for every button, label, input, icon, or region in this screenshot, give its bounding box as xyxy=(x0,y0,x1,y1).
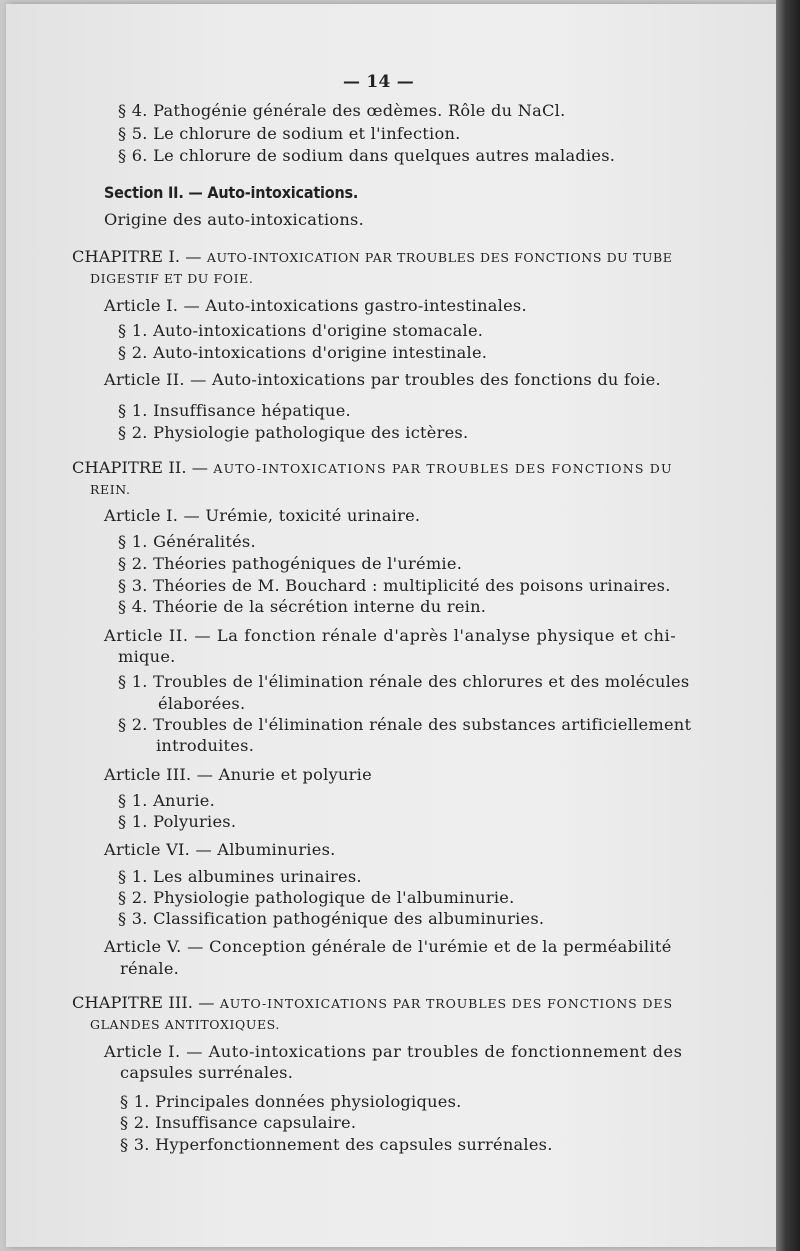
article-heading: Article II. — La fonction rénale d'après l'analyse physique et chi- xyxy=(104,626,677,645)
toc-entry: § 1. Anurie. xyxy=(118,791,216,810)
article-heading: Article VI. — Albuminuries. xyxy=(104,840,336,859)
article-heading: Article I. — Auto-intoxications par troubles de fonctionnement des xyxy=(104,1042,683,1061)
toc-entry: § 1. Insuffisance hépatique. xyxy=(118,401,351,420)
article-heading: Article III. — Anurie et polyurie xyxy=(104,765,372,784)
toc-entry: § 3. Théories de M. Bouchard : multiplicité des poisons urinaires. xyxy=(118,576,671,595)
page-edge-shadow xyxy=(776,0,800,1251)
book-page xyxy=(6,4,776,1247)
toc-entry: § 2. Physiologie pathologique des ictères. xyxy=(118,423,469,442)
chapter-heading: CHAPITRE III. — AUTO-INTOXICATIONS PAR TROUBLES DES FONCTIONS DES xyxy=(72,993,673,1012)
toc-entry: § 2. Théories pathogéniques de l'urémie. xyxy=(118,554,463,573)
chapter-heading-cont: REIN. xyxy=(90,482,131,497)
article-heading: Article V. — Conception générale de l'urémie et de la perméabilité xyxy=(104,937,672,956)
toc-entry: § 1. Généralités. xyxy=(118,532,256,551)
toc-entry: § 2. Physiologie pathologique de l'albuminurie. xyxy=(118,888,515,907)
toc-entry: Origine des auto-intoxications. xyxy=(104,210,364,229)
chapter-heading-cont: DIGESTIF ET DU FOIE. xyxy=(90,271,254,286)
article-heading-cont: capsules surrénales. xyxy=(120,1063,294,1082)
toc-entry: § 1. Les albumines urinaires. xyxy=(118,867,362,886)
toc-entry: § 2. Auto-intoxications d'origine intestinale. xyxy=(118,343,488,362)
article-heading: Article I. — Auto-intoxications gastro-intestinales. xyxy=(104,296,527,315)
toc-entry: § 1. Polyuries. xyxy=(118,812,237,831)
chapter-heading: CHAPITRE II. — AUTO-INTOXICATIONS PAR TROUBLES DES FONCTIONS DU xyxy=(72,458,673,477)
article-heading: Article I. — Urémie, toxicité urinaire. xyxy=(104,506,421,525)
toc-entry: § 5. Le chlorure de sodium et l'infection. xyxy=(118,124,461,143)
toc-entry: § 1. Principales données physiologiques. xyxy=(120,1092,462,1111)
toc-entry: § 6. Le chlorure de sodium dans quelques autres maladies. xyxy=(118,146,616,165)
toc-entry-cont: introduites. xyxy=(156,736,255,755)
toc-entry: § 3. Classification pathogénique des albuminuries. xyxy=(118,909,545,928)
toc-entry: § 4. Théorie de la sécrétion interne du rein. xyxy=(118,597,487,616)
toc-entry: § 4. Pathogénie générale des œdèmes. Rôle du NaCl. xyxy=(118,101,566,120)
article-heading: Article II. — Auto-intoxications par troubles des fonctions du foie. xyxy=(104,370,661,389)
toc-entry: § 1. Auto-intoxications d'origine stomacale. xyxy=(118,321,484,340)
chapter-heading: CHAPITRE I. — AUTO-INTOXICATION PAR TROUBLES DES FONCTIONS DU TUBE xyxy=(72,247,673,266)
toc-entry: § 2. Troubles de l'élimination rénale des substances artificiellement xyxy=(118,715,692,734)
article-heading-cont: mique. xyxy=(118,647,176,666)
toc-entry: § 1. Troubles de l'élimination rénale des chlorures et des molécules xyxy=(118,672,690,691)
article-heading-cont: rénale. xyxy=(120,959,180,978)
chapter-heading-cont: GLANDES ANTITOXIQUES. xyxy=(90,1017,280,1032)
toc-entry: § 2. Insuffisance capsulaire. xyxy=(120,1113,357,1132)
toc-entry-cont: élaborées. xyxy=(158,694,246,713)
page-number: — 14 — xyxy=(343,72,414,92)
toc-entry: § 3. Hyperfonctionnement des capsules surrénales. xyxy=(120,1135,553,1154)
section-heading: Section II. — Auto-intoxications. xyxy=(104,183,359,202)
